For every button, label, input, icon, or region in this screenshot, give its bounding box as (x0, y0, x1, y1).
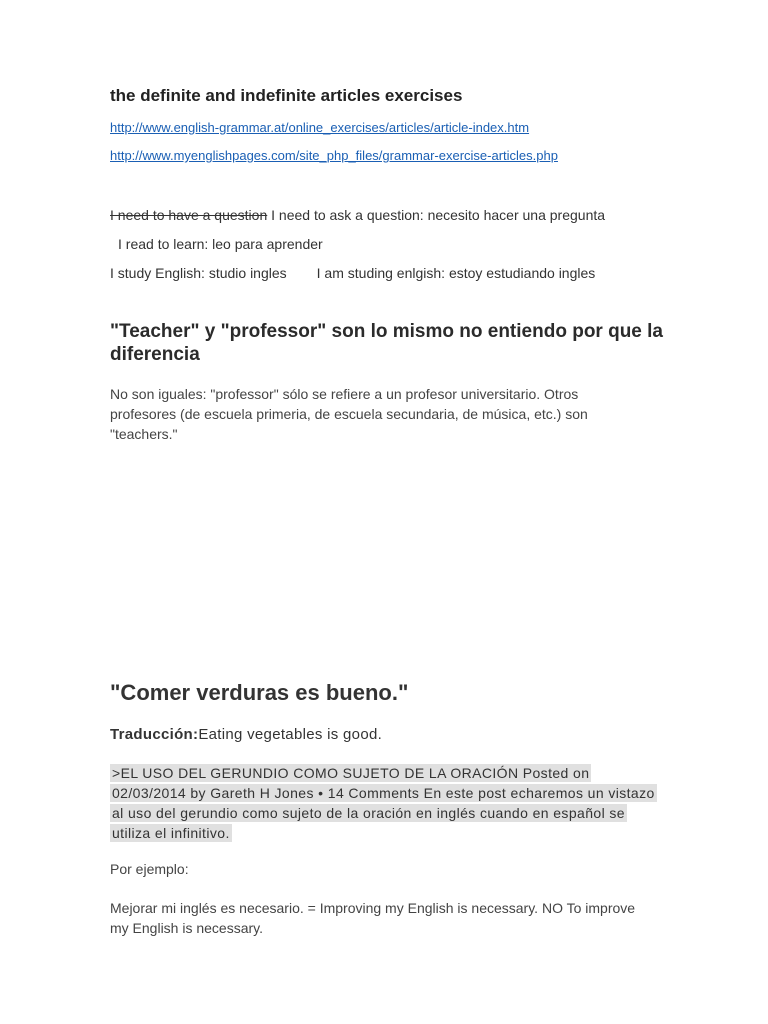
example-label: Por ejemplo: (110, 861, 189, 877)
page-title: the definite and indefinite articles exercises (110, 86, 463, 105)
note-line-1 (110, 207, 605, 223)
section-heading-comer: "Comer verduras es bueno." (110, 680, 409, 705)
translation-text: Eating vegetables is good. (198, 726, 383, 743)
translation-label: Traducción: (110, 726, 199, 743)
note-text: I study English: studio ingles (110, 265, 287, 281)
section-body-teacher: No son iguales: "professor" sólo se refiere a un profesor universitario. Otros profesores (de escuela primeria, de escuela secundaria, de música, etc.) son "teachers." (110, 386, 588, 442)
struck-text: I need to have a question (110, 207, 268, 223)
note-line-3 (110, 265, 595, 281)
note-text: I am studing enlgish: estoy estudiando ingles (316, 265, 596, 281)
highlighted-quote (110, 763, 655, 843)
example-text: Mejorar mi inglés es necesario. = Improving my English is necessary. NO To improve my English is necessary. (110, 900, 636, 936)
note-text: I need to ask a question: necesito hacer una pregunta (271, 207, 606, 223)
link-english-grammar[interactable]: http://www.english-grammar.at/online_exercises/articles/article-index.htm (110, 120, 530, 135)
section-heading-teacher: "Teacher" y "professor" son lo mismo no entiendo por que la diferencia (110, 321, 663, 365)
translation-line (110, 726, 382, 743)
note-line-2: I read to learn: leo para aprender (118, 236, 323, 252)
link-myenglishpages[interactable]: http://www.myenglishpages.com/site_php_files/grammar-exercise-articles.php (110, 148, 558, 163)
highlighted-text: >EL USO DEL GERUNDIO COMO SUJETO DE LA ORACIÓN Posted on 02/03/2014 by Gareth H Jones • 14 Comments En este post echaremos un vistazo al uso del gerundio como sujeto de la oración en inglés cuando en español se utiliza el infinitivo. (112, 765, 655, 841)
